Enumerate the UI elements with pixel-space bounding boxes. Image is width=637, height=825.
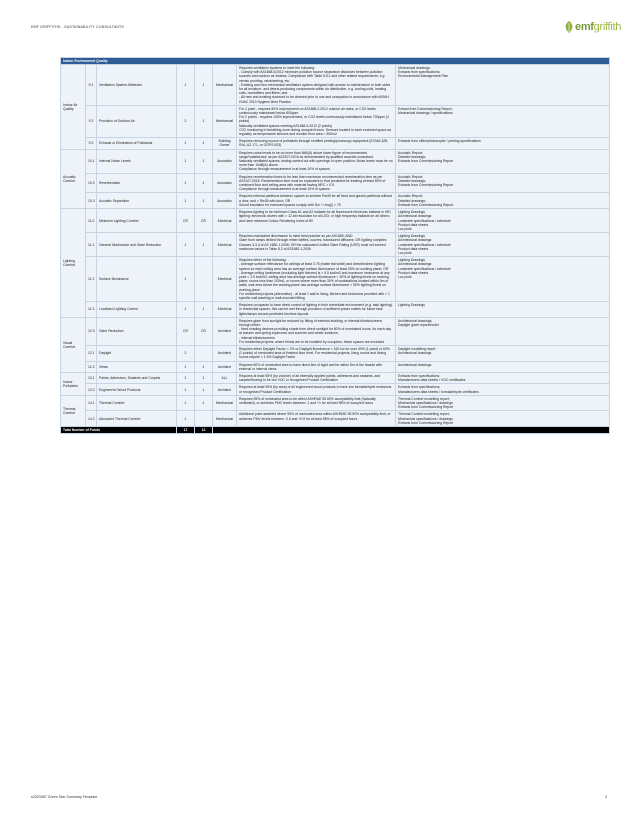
company-logo — [563, 20, 622, 36]
targeted-points: 1 — [195, 361, 213, 372]
responsibility: Acoustics — [213, 149, 237, 173]
credit-name: Internal Noise Levels — [97, 149, 177, 173]
responsibility: Architect — [213, 345, 237, 361]
available-points: 1 — [177, 193, 195, 209]
evidence-text: Acoustic Report; Detailed drawings; Extracts from Commissioning Report — [396, 193, 610, 209]
evidence-text: Lighting Drawings Architectural drawings Luminaire specifications / schedule Product data sheets Lux plots — [396, 257, 610, 302]
credit-name: Reverberation — [97, 173, 177, 193]
credit-ref: 14.2 — [86, 411, 97, 427]
available-points: 1 — [177, 149, 195, 173]
responsibility: Architect — [213, 361, 237, 372]
credit-name: Paints, Adhesives, Sealants and Carpets — [97, 373, 177, 384]
targeted-points: 1 — [195, 302, 213, 318]
credit-ref: 13.2 — [86, 384, 97, 395]
credit-ref: 10.3 — [86, 193, 97, 209]
credit-name: Acoustic Separation — [97, 193, 177, 209]
evidence-text: Extracts from specifications Manufacturers data sheets / VOC certificates — [396, 373, 610, 384]
available-points: 1 — [177, 233, 195, 257]
category-cell: Acoustic Comfort — [61, 149, 86, 208]
credit-ref: 11.0 — [86, 209, 97, 233]
requirement-text: Requires at least 95% (by area) of all engineered wood products to have low formaldehyde emissions or recognised Product Certification — [237, 384, 396, 395]
available-points: 1 — [177, 411, 195, 427]
credit-ref: 11.1 — [86, 233, 97, 257]
credit-name: Localised Lighting Control — [97, 302, 177, 318]
table-row — [61, 317, 610, 345]
requirement-text: Requires maintained illuminance to meet best practice as per AS1680; AND Glare from lamps limited through either baffles, louvres, translucent diffusers; OR lighting complies Clauses 3.3.4 of AS 1680.1-2006; OR the calculated Unified Glare Rating (UGR) must not exceed maximum values in Table 8.2 of AS1680.1-2006 — [237, 233, 396, 257]
requirement-text: Requires at least 95% (by volume) of all internally applied paints, adhesives and sealants, and carpets/flooring to be low VOC or recognised Product Certification — [237, 373, 396, 384]
total-row — [61, 427, 610, 434]
evidence-text: Lighting Drawings — [396, 302, 610, 318]
credit-name: Views — [97, 361, 177, 372]
iep-table — [60, 57, 610, 434]
evidence-text: Daylight modelling report Architectural drawings — [396, 345, 610, 361]
credit-ref: 9.2 — [86, 105, 97, 137]
credit-ref: 9.3 — [86, 138, 97, 149]
responsibility: Acoustics — [213, 173, 237, 193]
table-row — [61, 233, 610, 257]
credit-name: Advanced Thermal Comfort — [97, 411, 177, 427]
responsibility: Electrical — [213, 257, 237, 302]
requirement-text: Requires either of the following: - Average surface reflectance for ceilings at least 0.75 (matte flat white) and direct/indirect lighting system so each ceiling area has an average surface illuminance of least 30% on working plane; OR - Average ceiling luminance (excluding light fixtures) is > 0.5 kcd/m2 and maximum luminance at any point < 1.5 kcd/m2; ceiling area has average surface illuminance > 30% of lighting levels on working plane; rooms less than 100m2, or rooms where more than 30% of workstations located within 5m of walls, wall area above the working plane has average surface illuminance > 50% lighting levels on working plane For residential projects (alternative) - at least 1 wall in living, kitchen and bedrooms provided with > 1 specific wall washing or wall-mounted fitting — [237, 257, 396, 302]
available-points: 2 — [177, 345, 195, 361]
category-cell: Lighting Comfort — [61, 209, 86, 318]
available-points: 1 — [177, 138, 195, 149]
available-points: 1 — [177, 395, 195, 411]
responsibility: Architect — [213, 317, 237, 345]
responsibility: Electrical — [213, 233, 237, 257]
requirement-text: Requires lighting to be minimum Class A1 and A2 ballasts for all fluorescent electronic ballasts in HID lighting; electronic drivers with > 12-bit resolution for all LED; or high frequency ballasts for all others; and have minimum Colour Rendering Index of 80 — [237, 209, 396, 233]
requirement-text: Requires noise levels to be no more than 5dB(A) above lower figure of recommended range/'satisfactory' as per AS2107:2016 as demonstrated by qualified acoustic consultant. Naturally ventilated spaces, testing carried out with openings in open position; Noise levels must be no more than 10dB(A) above. Compliance through measurement in at least 10% of spaces — [237, 149, 396, 173]
credit-ref: 10.1 — [86, 149, 97, 173]
table-row — [61, 361, 610, 372]
table-row — [61, 373, 610, 384]
page-number: 3 — [605, 795, 607, 799]
total-filler — [213, 427, 610, 434]
table-row — [61, 345, 610, 361]
requirement-text: Requires either Daylight Factor > 2% or Daylight Illuminance > 160 lux for over 40% (1 point) or 60% (2 points) of nominated area of finished floor level. For residential projects, living rooms and dining rooms require > 1.5% Daylight Factor — [237, 345, 396, 361]
table-title-row — [61, 58, 610, 65]
requirement-text: Requires ventilation systems to meet the following: - Comply with AS1668.4/2012 minimum pollution source separation distances between pollution sources and outdoor air intakes; Compliance with Table 5.5.1 and other related requirements, e.g. vermin proofing, rainsheeting, etc. - Existing and new mechanical ventilation system designed with access to maintenance to both sides for all moisture- and debris-producing components within air distribution, e.g. cooling coils, heating coils, humidifiers and filters; and - All new and existing ductwork to be cleaned prior to use and occupation in accordance with AIRAH HVAC 2010 Hygiene Best Practice — [237, 65, 396, 106]
targeted-points: 1 — [195, 65, 213, 106]
targeted-points: 1 — [195, 138, 213, 149]
available-points: 1 — [177, 302, 195, 318]
targeted-points: 1 — [195, 395, 213, 411]
available-points: CR — [177, 317, 195, 345]
credit-name: Surface Illuminance — [97, 257, 177, 302]
table-row — [61, 193, 610, 209]
credit-ref: 13.1 — [86, 373, 97, 384]
total-available-points: 17 — [177, 427, 195, 434]
table-title: Indoor Environment Quality — [61, 58, 610, 65]
available-points: 1 — [177, 361, 195, 372]
credit-ref: 12.1 — [86, 345, 97, 361]
requirement-text: Requires 95% of nominated area to be within ASHRAE 55 80% acceptability limit (Naturally ventilated), or achieves PMV levels between -1 and +1 for at least 98% of occupied hours — [237, 395, 396, 411]
table-row — [61, 65, 610, 106]
table-row — [61, 411, 610, 427]
credit-ref: 11.2 — [86, 257, 97, 302]
credit-name: Exhaust or Elimination of Pollutants — [97, 138, 177, 149]
table-row — [61, 209, 610, 233]
evidence-text: Extracts from specifications; Manufacturers data sheets / formaldehyde certificates — [396, 384, 610, 395]
available-points: 1 — [177, 257, 195, 302]
requirement-text: Requires glare from sunlight be reduced by fitting of external shading, or internal blinds/screens through either: - fixed shading devices providing shade from direct sunlight for 80% of nominated hours, for each day at autumn and spring equinoxes and summer and winter solstices; - internal blinds/screens For residential projects: where blinds are to be installed by occupiers, these spaces are excluded — [237, 317, 396, 345]
responsibility: Acoustics — [213, 193, 237, 209]
evidence-text: Architectural drawings; Daylight glare report/model — [396, 317, 610, 345]
evidence-text: Mechanical drawings; Extracts from specifications; Environmental Management Plan — [396, 65, 610, 106]
targeted-points: CR — [195, 209, 213, 233]
credit-name: Glare Reduction — [97, 317, 177, 345]
table-row — [61, 302, 610, 318]
credit-name: Ventilation System Attributes — [97, 65, 177, 106]
table-row — [61, 395, 610, 411]
targeted-points: CR — [195, 317, 213, 345]
category-cell: Indoor Air Quality — [61, 65, 86, 150]
evidence-text: Thermal Comfort modelling report; Mechanical specifications / drawings Extracts from Commissioning Report — [396, 411, 610, 427]
table-row — [61, 105, 610, 137]
responsibility: Building Owner — [213, 138, 237, 149]
responsibility: Mechanical — [213, 105, 237, 137]
table-row — [61, 138, 610, 149]
requirement-text: Additional point awarded where 95% of nominated area within ASHRAE 55 90% acceptability limit, or achieves PMV levels between -0.5 and +0.5 for at least 98% of occupied hours — [237, 411, 396, 427]
responsibility: ALL — [213, 373, 237, 384]
table-row — [61, 257, 610, 302]
category-cell: Indoor Pollutants — [61, 373, 86, 396]
available-points: 1 — [177, 65, 195, 106]
credit-ref: 14.1 — [86, 395, 97, 411]
evidence-text: Thermal Comfort modelling report; Mechanical specifications / drawings Extracts from Commissioning Report — [396, 395, 610, 411]
available-points: 1 — [177, 173, 195, 193]
evidence-text: Acoustic Report; Detailed drawings; Extracts from Commissioning Report — [396, 173, 610, 193]
evidence-text: Lighting Drawings Architectural drawings Luminaire specifications / schedule Product data sheets Lux plots — [396, 233, 610, 257]
credit-ref: 12.2 — [86, 361, 97, 372]
available-points: CR — [177, 209, 195, 233]
responsibility: Mechanical — [213, 65, 237, 106]
table-row — [61, 173, 610, 193]
credit-ref: 10.2 — [86, 173, 97, 193]
credit-name: Thermal Comfort — [97, 395, 177, 411]
category-cell: Visual Comfort — [61, 317, 86, 372]
footer-template-name: s2023367 Green Star Summary Template — [31, 795, 98, 799]
available-points: 1 — [177, 384, 195, 395]
requirement-text: Requires reverberation times to be less than maximum recommended reverberation time as per AS2107:2016. Reverberation time must be equivalent to that predicted for treating at least 50% of combined floor and ceiling area with material having NRC > 0.5. Compliance through measurement in at least 10% of spaces — [237, 173, 396, 193]
total-targeted-points: 12 — [195, 427, 213, 434]
credit-name: Minimum Lighting Comfort — [97, 209, 177, 233]
table-row — [61, 384, 610, 395]
requirement-text: Requires internal partitions between spaces to achieve Rw45 for all fixed and glazed partitions without a door, and > Rw35 with door; OR Sound insulation for enclosed spaces comply with Dw + Lleq(l) > 75 — [237, 193, 396, 209]
requirement-text: For 1 point - requires 50% improvement on AS1668.2-2012 outdoor air rates, or CO2 levels continuously maintained below 800ppm For 2 points - requires 100% improvement, or CO2 levels continuously maintained below 700ppm (2 points) Naturally ventilated spaces meeting AS1668.4-2012 (2 points) CO2 monitoring in breathing zone during occupied hours. Sensors located in each enclosed space as regularly as temperature sensors and monitor floor area < 500m2 — [237, 105, 396, 137]
targeted-points: 1 — [195, 384, 213, 395]
targeted-points: 1 — [195, 173, 213, 193]
requirement-text: Requires removing source of pollutants through certified printing/photocopy equipment (ECMA-328, RAL-UZ 171, or GGPS.003) — [237, 138, 396, 149]
evidence-text: Architectural drawings — [396, 361, 610, 372]
targeted-points — [195, 257, 213, 302]
credit-name: General Illuminance and Glare Reduction — [97, 233, 177, 257]
credit-name: Engineered Wood Products — [97, 384, 177, 395]
targeted-points: 1 — [195, 373, 213, 384]
credit-ref: 12.0 — [86, 317, 97, 345]
available-points: 2 — [177, 105, 195, 137]
targeted-points: 1 — [195, 193, 213, 209]
targeted-points: 1 — [195, 105, 213, 137]
logo-wordmark: emfgriffith — [575, 21, 622, 33]
responsibility: Architect — [213, 384, 237, 395]
document-header: EMF GRIFFITHS - SUSTAINABILITY CONSULTANTS — [31, 25, 124, 29]
credit-name: Daylight — [97, 345, 177, 361]
responsibility: Mechanical — [213, 395, 237, 411]
available-points: 1 — [177, 373, 195, 384]
responsibility: Electrical — [213, 302, 237, 318]
evidence-text: Extract from Commissioning Report; Mechanical drawings / specifications — [396, 105, 610, 137]
responsibility: Mechanical — [213, 411, 237, 427]
category-cell: Thermal Comfort — [61, 395, 86, 426]
total-label: Total Number of Points — [61, 427, 177, 434]
evidence-text: Acoustic Report; Detailed drawings; Extracts from Commissioning Report — [396, 149, 610, 173]
credit-ref: 11.3 — [86, 302, 97, 318]
leaf-icon — [563, 20, 575, 34]
requirement-text: Requires occupants to have direct control of lighting in their immediate environment (e.g. task lighting). In residential spaces, this can be met through provision of sufficient power outlets for future task lights/lamps around predicted furniture layouts — [237, 302, 396, 318]
evidence-text: Lighting Drawings Architectural drawings Luminaire specifications / schedule Product data sheets Lux plots — [396, 209, 610, 233]
targeted-points — [195, 411, 213, 427]
targeted-points: 1 — [195, 233, 213, 257]
responsibility: Electrical — [213, 209, 237, 233]
requirement-text: Requires 60% of nominated area to have direct line of sight and be within 8m of the facade with external or internal views — [237, 361, 396, 372]
credit-name: Provision of Outdoor Air — [97, 105, 177, 137]
table-row — [61, 149, 610, 173]
credit-ref: 9.1 — [86, 65, 97, 106]
evidence-text: Extracts from office/photocopier / printing specifications — [396, 138, 610, 149]
targeted-points — [195, 345, 213, 361]
targeted-points: 1 — [195, 149, 213, 173]
